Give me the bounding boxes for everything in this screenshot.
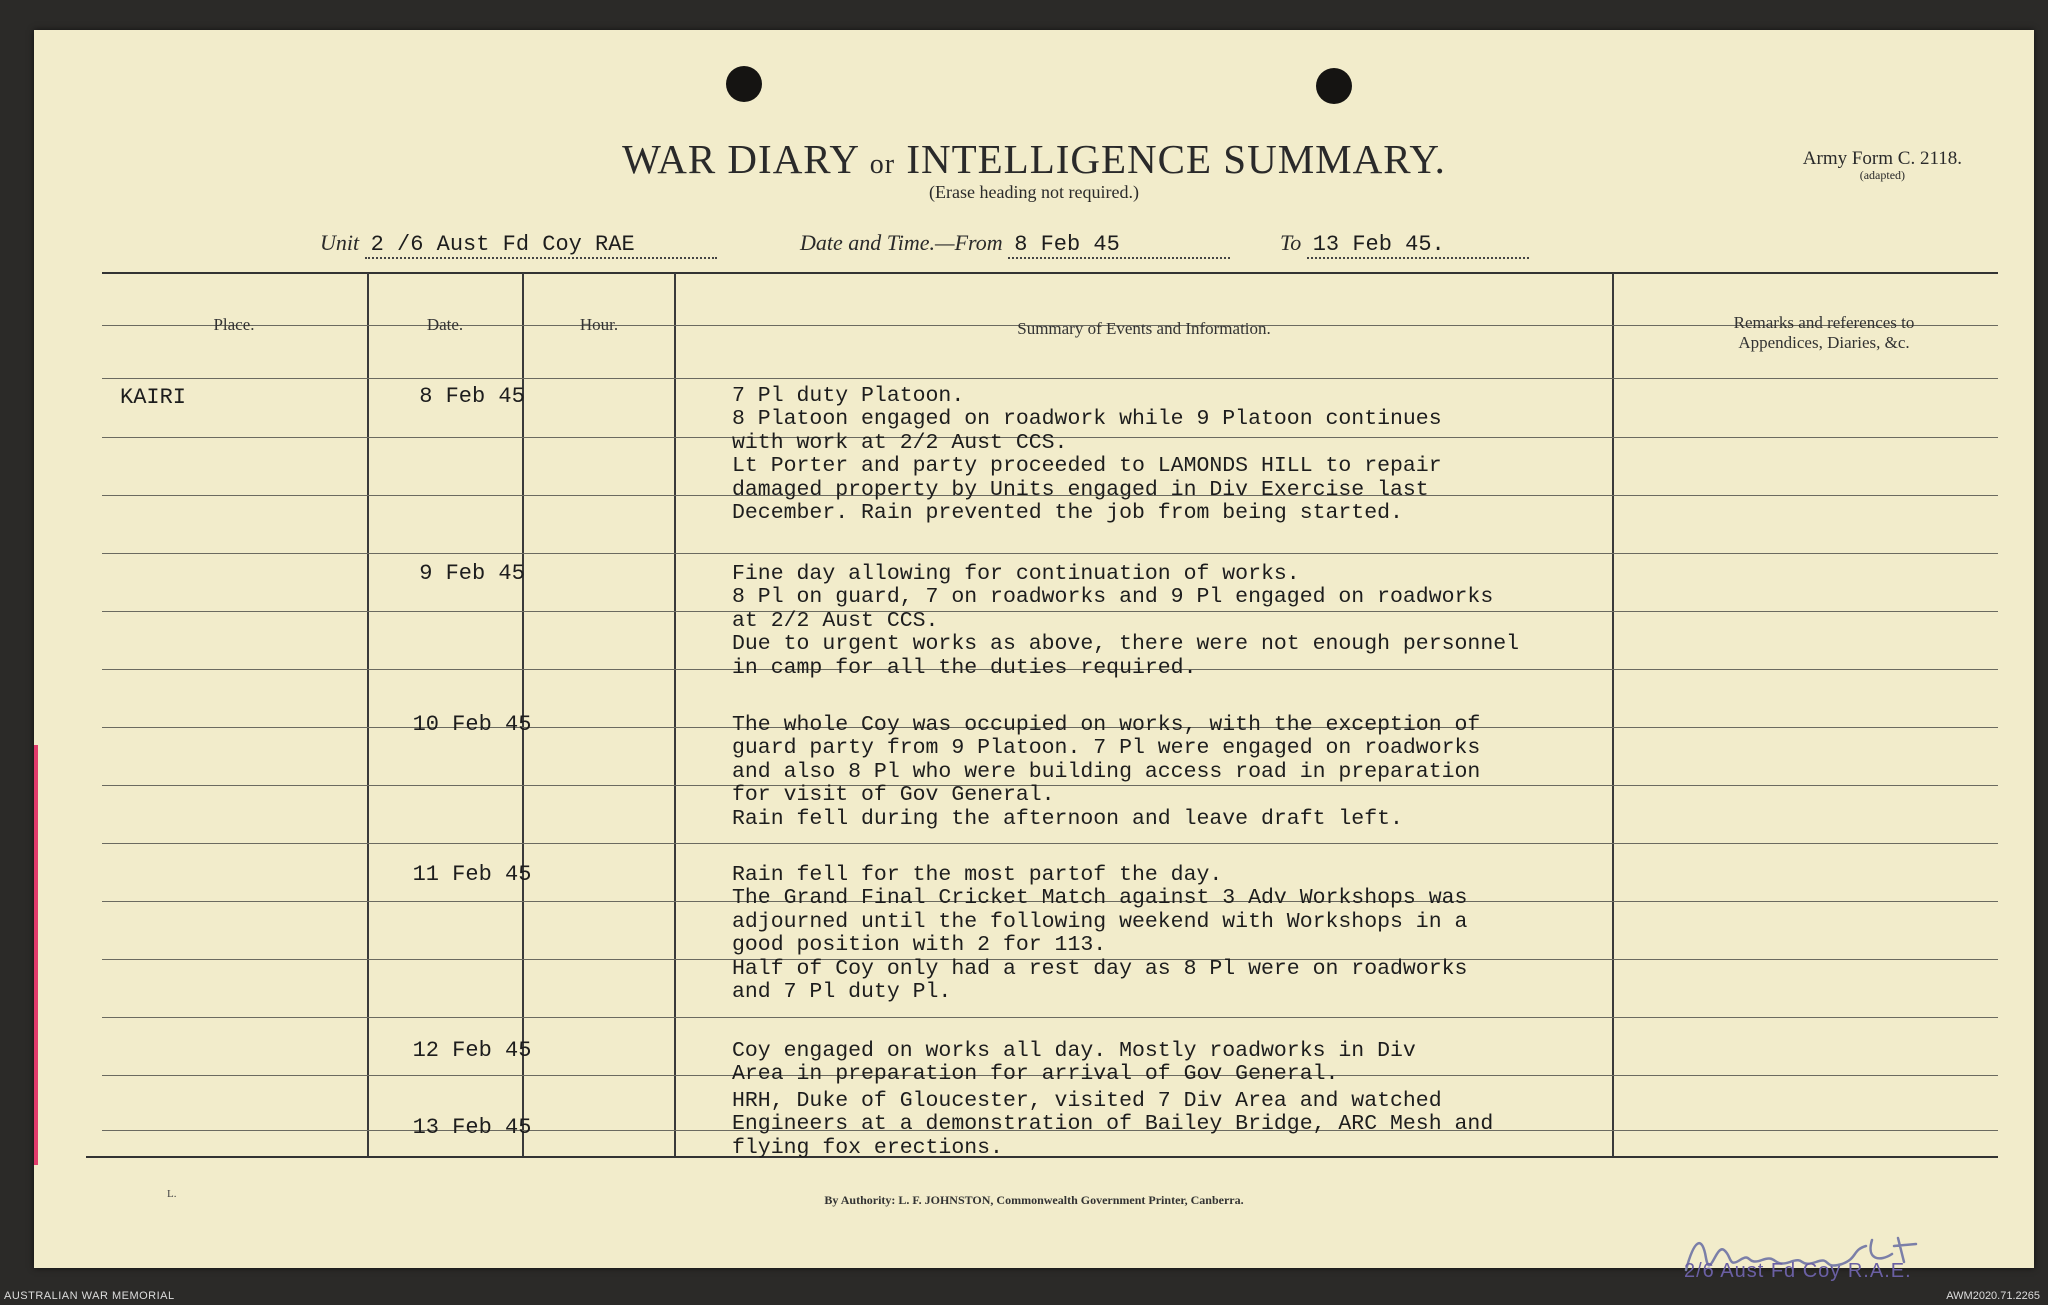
column-header-hour: Hour. <box>579 315 619 334</box>
handwritten-signature <box>1666 1210 1966 1300</box>
column-header-date: Date. <box>426 315 464 334</box>
ruling-line <box>102 1017 1998 1018</box>
entry-summary: Coy engaged on works all day. Mostly roadworks in Div Area in preparation for arrival of Gov General. <box>732 1039 1416 1087</box>
entry-summary: Fine day allowing for continuation of works. 8 Pl on guard, 7 on roadworks and 9 Pl engaged on roadworks at 2/2 Aust CCS. Due to urgent works as above, there were not enough personnel in camp for all the duties required. <box>732 562 1520 680</box>
date-from-field: Date and Time.—From 8 Feb 45 <box>800 230 1230 259</box>
date-to-value: 13 Feb 45. <box>1307 232 1529 259</box>
entry-summary: HRH, Duke of Gloucester, visited 7 Div Area and watched Engineers at a demonstration of Bailey Bridge, ARC Mesh and flying fox erections. <box>732 1089 1494 1160</box>
entry-date: 8 Feb 45 <box>419 384 525 409</box>
entry-summary: 7 Pl duty Platoon. 8 Platoon engaged on roadwork while 9 Platoon continues with work at 2/2 Aust CCS. Lt Porter and party proceeded to LAMONDS HILL to repair damaged property by Units engaged in Div Exercise last December. Rain prevented the job from being started. <box>732 384 1442 525</box>
entry-date: 11 Feb 45 <box>412 862 532 887</box>
date-from-value: 8 Feb 45 <box>1008 232 1230 259</box>
column-header-remarks: Remarks and references to Appendices, Diaries, &c. <box>1733 313 1915 352</box>
entry-date: 13 Feb 45 <box>412 1115 532 1140</box>
page-subtitle: (Erase heading not required.) <box>929 182 1139 202</box>
entry-summary: Rain fell for the most partof the day. The Grand Final Cricket Match against 3 Adv Workshops was adjourned until the following weekend with Workshops in a good position with 2 for 113. Half of Coy only had a rest day as 8 Pl were on roadworks and 7 Pl duty Pl. <box>732 863 1468 1004</box>
column-divider-hour <box>674 273 676 1156</box>
unit-field: Unit 2 /6 Aust Fd Coy RAE <box>320 230 717 259</box>
page-title: WAR DIARY or INTELLIGENCE SUMMARY. <box>622 136 1446 182</box>
column-header-summary: Summary of Events and Information. <box>1017 319 1271 338</box>
printer-authority: By Authority: L. F. JOHNSTON, Commonwealth Government Printer, Canberra. <box>824 1193 1244 1207</box>
place-value: KAIRI <box>120 385 187 410</box>
punch-hole-left <box>726 66 762 102</box>
archive-caption: AUSTRALIAN WAR MEMORIAL <box>4 1290 175 1302</box>
diary-page <box>34 30 2034 1282</box>
column-header-place: Place. <box>213 315 255 334</box>
entry-date: 10 Feb 45 <box>412 712 532 737</box>
entry-date: 12 Feb 45 <box>412 1038 532 1063</box>
page-edge-tab <box>34 745 38 1165</box>
ruling-line <box>102 843 1998 844</box>
punch-hole-right <box>1316 68 1352 104</box>
table-top-rule <box>102 272 1998 274</box>
ruling-line <box>102 553 1998 554</box>
form-code: L. <box>167 1188 177 1200</box>
army-form-number: Army Form C. 2118. (adapted) <box>1802 148 1962 182</box>
unit-stamp: 2/6 Aust Fd Coy R.A.E. <box>1684 1260 1912 1282</box>
entry-summary: The whole Coy was occupied on works, with the exception of guard party from 9 Platoon. 7 Pl were engaged on roadworks and also 8 Pl who were building access road in preparation for visit of Gov General. Rain fell during the afternoon and leave draft left. <box>732 713 1481 831</box>
unit-value: 2 /6 Aust Fd Coy RAE <box>365 232 717 259</box>
column-divider-place <box>367 273 369 1156</box>
date-to-field: To 13 Feb 45. <box>1280 230 1529 259</box>
entry-date: 9 Feb 45 <box>419 561 525 586</box>
ruling-line <box>102 378 1998 379</box>
archive-reference: AWM2020.71.2265 <box>1946 1290 2040 1302</box>
